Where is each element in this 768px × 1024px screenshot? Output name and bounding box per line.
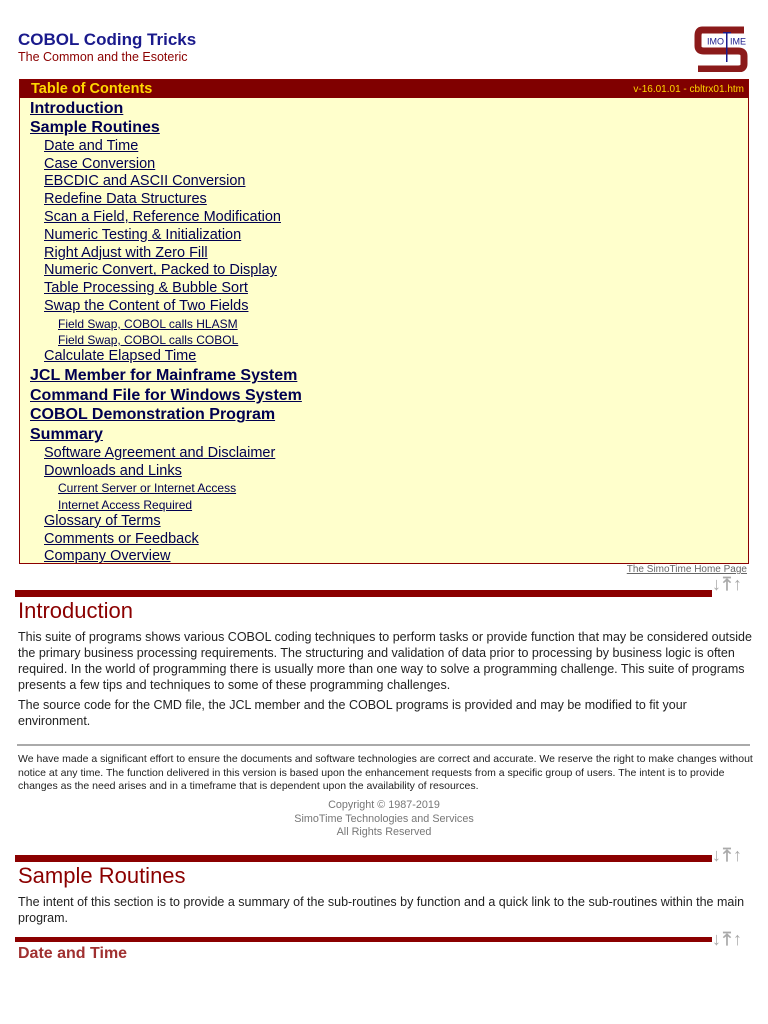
home-page-link[interactable]: The SimoTime Home Page: [626, 564, 747, 575]
disclaimer-text: We have made a significant effort to ensure the documents and software technologies are correct and accurate. We reserve the right to make changes without notice at any time. The function delivered in this version is based upon the enhancement requests from a specific group of users. The intent is to provide changes as the need arises and in a timeframe that is dependent upon the availability of resources.: [18, 753, 753, 793]
section-divider: [15, 590, 712, 597]
toc-link[interactable]: Calculate Elapsed Time: [44, 348, 197, 365]
section-nav: [712, 845, 768, 865]
svg-text:IME: IME: [730, 36, 747, 47]
toc-link[interactable]: Comments or Feedback: [44, 530, 199, 547]
toc-link[interactable]: Scan a Field, Reference Modification: [44, 209, 281, 226]
horizontal-rule: [17, 744, 750, 746]
section-divider: [15, 855, 712, 862]
section-heading-sample-routines: Sample Routines: [18, 863, 186, 888]
arrow-up-icon[interactable]: ↑: [732, 929, 742, 949]
sample-paragraph: The intent of this section is to provide a summary of the sub-routines by function and a quick link to the sub-routines within the main program.: [18, 895, 745, 925]
toc-link[interactable]: Downloads and Links: [44, 462, 182, 479]
toc-link[interactable]: EBCDIC and ASCII Conversion: [44, 173, 246, 190]
section-nav: [712, 574, 768, 594]
toc-version: v-16.01.01 - cbltrx01.htm: [633, 83, 744, 95]
toc-link[interactable]: Swap the Content of Two Fields: [44, 298, 249, 315]
toc-link[interactable]: Date and Time: [44, 137, 139, 154]
section-heading-date-time: Date and Time: [18, 945, 128, 962]
toc-link[interactable]: Table Processing & Bubble Sort: [44, 280, 248, 297]
company-name: SimoTime Technologies and Services: [294, 812, 474, 825]
arrow-top-icon[interactable]: ⤒: [723, 574, 731, 594]
toc-link[interactable]: Company Overview: [44, 548, 171, 565]
arrow-down-icon[interactable]: ↓: [712, 574, 721, 594]
toc-link[interactable]: Right Adjust with Zero Fill: [44, 244, 208, 261]
toc-list: [20, 98, 748, 566]
section-nav: [712, 929, 768, 949]
copyright-block: [0, 799, 768, 840]
toc-link[interactable]: Case Conversion: [44, 155, 156, 172]
page-title: COBOL Coding Tricks: [18, 30, 197, 49]
simotime-logo[interactable]: [694, 24, 748, 72]
arrow-top-icon[interactable]: ⤒: [723, 929, 731, 949]
toc-link[interactable]: Introduction: [30, 99, 124, 117]
arrow-down-icon[interactable]: ↓: [712, 845, 721, 865]
toc-link[interactable]: Numeric Convert, Packed to Display: [44, 262, 277, 279]
toc-link[interactable]: Internet Access Required: [58, 497, 193, 512]
copyright-line: Copyright © 1987-2019: [328, 799, 440, 811]
section-divider: [15, 937, 712, 942]
toc-link[interactable]: Software Agreement and Disclaimer: [44, 444, 276, 461]
toc-link[interactable]: Field Swap, COBOL calls COBOL: [58, 333, 239, 348]
arrow-up-icon[interactable]: ↑: [732, 574, 742, 594]
toc-link[interactable]: Summary: [30, 426, 103, 444]
arrow-top-icon[interactable]: ⤒: [723, 845, 731, 865]
intro-paragraph-1: This suite of programs shows various COBOL coding techniques to perform tasks or provide function that may be considered outside the primary business processing requirements. The structuring and validation of data prior to processing by business logic is often required. In the world of programming there is usually more than one way to solve a programming challenge. This suite of programs presents a few tips and techniques to some of these programming challenges.: [18, 630, 752, 692]
page-subtitle: The Common and the Esoteric: [18, 50, 188, 64]
toc-link[interactable]: Field Swap, COBOL calls HLASM: [58, 316, 238, 331]
toc-header: [20, 80, 748, 98]
table-of-contents: [19, 79, 749, 564]
rights-reserved: All Rights Reserved: [336, 826, 432, 839]
intro-paragraph-2: The source code for the CMD file, the JCL member and the COBOL programs is provided and may be modified to fit your environment.: [18, 698, 687, 728]
toc-link[interactable]: Current Server or Internet Access: [58, 481, 237, 496]
toc-link[interactable]: Numeric Testing & Initialization: [44, 226, 242, 243]
svg-text:IMO: IMO: [707, 36, 724, 47]
toc-link[interactable]: Command File for Windows System: [30, 386, 302, 404]
toc-link[interactable]: COBOL Demonstration Program: [30, 406, 276, 424]
arrow-down-icon[interactable]: ↓: [712, 929, 721, 949]
arrow-up-icon[interactable]: ↑: [732, 845, 742, 865]
toc-link[interactable]: Redefine Data Structures: [44, 191, 207, 208]
toc-title: Table of Contents: [31, 81, 153, 97]
toc-link[interactable]: JCL Member for Mainframe System: [30, 367, 298, 385]
section-heading-introduction: Introduction: [18, 598, 133, 623]
toc-link[interactable]: Glossary of Terms: [44, 512, 161, 529]
toc-link[interactable]: Sample Routines: [30, 119, 160, 137]
